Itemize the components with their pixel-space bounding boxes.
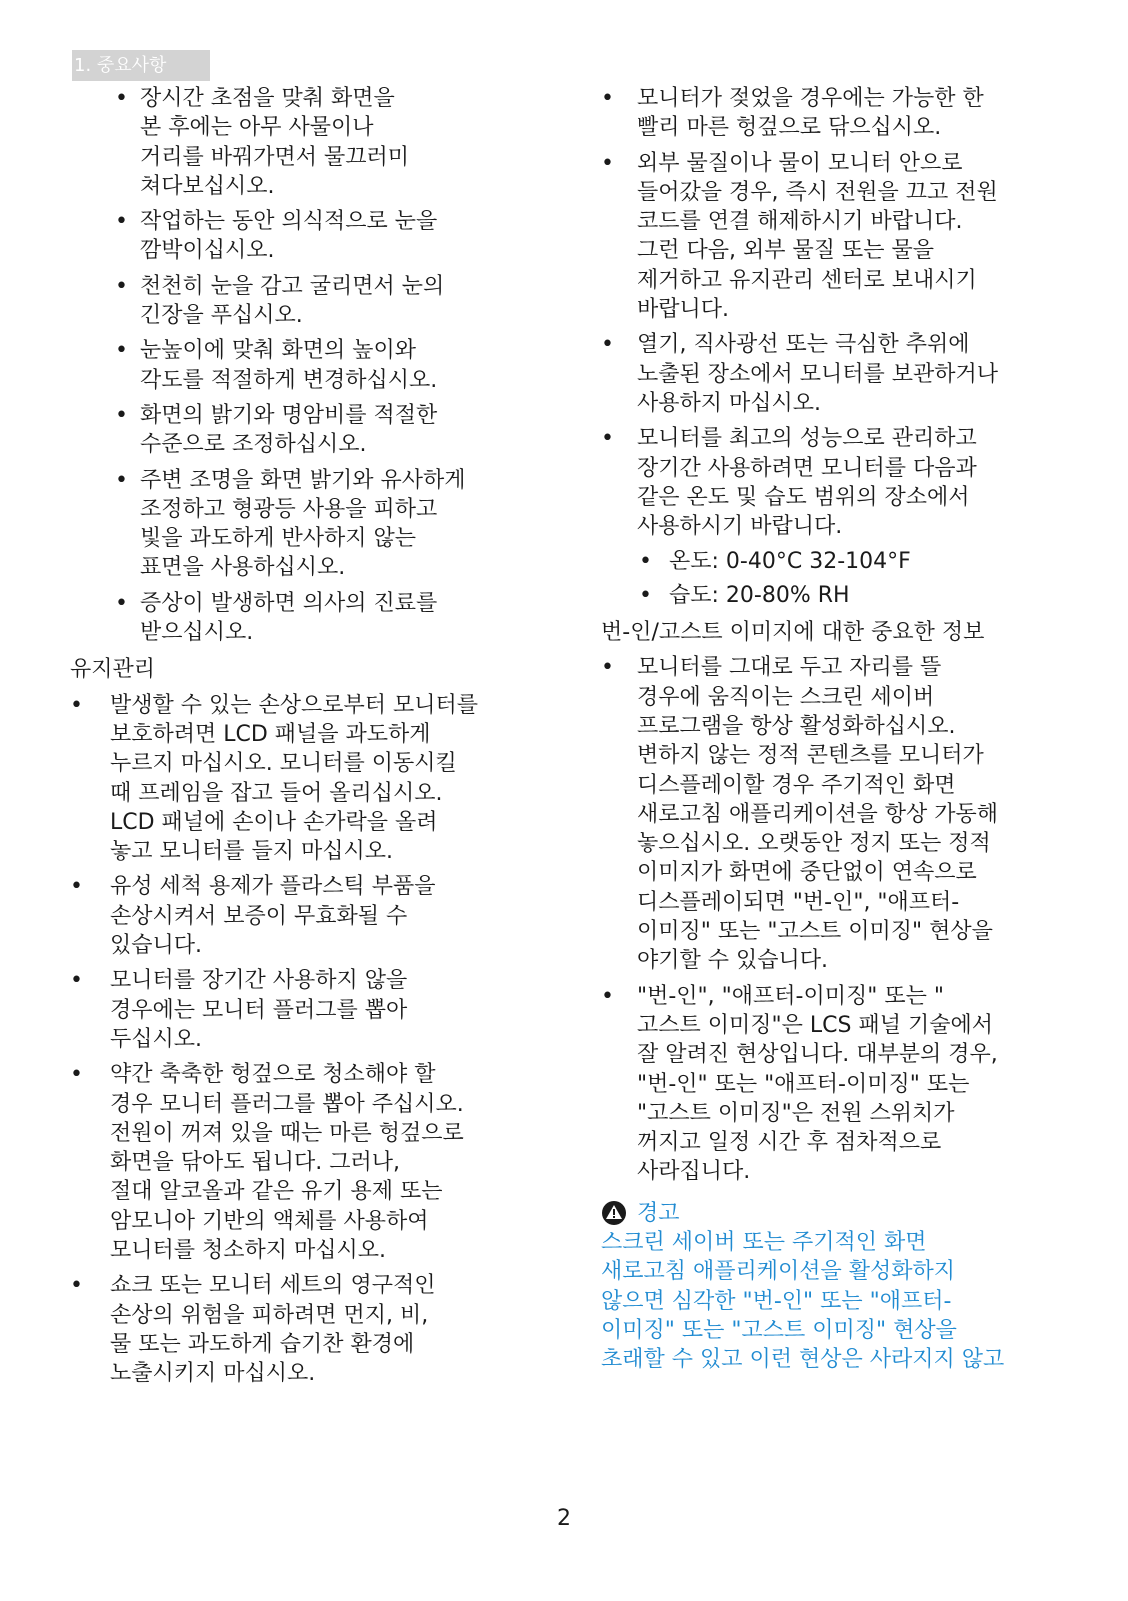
warning-body: 스크린 세이버 또는 주기적인 화면 새로고침 애플리케이션을 활성화하지 않으면 심각한 "번-인" 또는 "애프터- 이미징" 또는 "고스트 이미징" 현상을 초래할 수 있고 이런 현상은 사라지지 않고: [601, 1229, 1005, 1373]
maintenance-list-continued: [601, 84, 1071, 541]
list-item-text: 모니터를 최고의 성능으로 관리하고 장기간 사용하려면 모니터를 다음과 같은 온도 및 습도 범위의 장소에서 사용하시기 바랍니다.: [637, 426, 977, 540]
list-item: [70, 207, 540, 266]
list-item-text: 발생할 수 있는 손상으로부터 모니터를 보호하려면 LCD 패널을 과도하게 누르지 마십시오. 모니터를 이동시킬 때 프레임을 잡고 들어 올리십시오. LCD 패널에 손이나 손가락을 올려 놓고 모니터를 들지 마십시오.: [110, 692, 479, 865]
list-item-text: 주변 조명을 화면 밝기와 유사하게 조정하고 형광등 사용을 피하고 빛을 과도하게 반사하지 않는 표면을 사용하십시오.: [140, 467, 466, 581]
list-item: [70, 336, 540, 395]
bullet: •: [601, 332, 614, 358]
list-item-text: 모니터가 젖었을 경우에는 가능한 한 빨리 마른 헝겊으로 닦으십시오.: [637, 86, 984, 141]
page-number: 2: [557, 1506, 571, 1531]
conditions-list: [601, 547, 1071, 610]
bullet: •: [70, 1062, 83, 1088]
list-item: [601, 84, 1071, 143]
burnin-list: [601, 653, 1071, 1186]
bullet: •: [639, 582, 652, 608]
list-item-text: 천천히 눈을 감고 굴리면서 눈의 긴장을 푸십시오.: [140, 273, 445, 329]
burnin-heading: 번-인/고스트 이미지에 대한 중요한 정보: [601, 620, 985, 646]
bullet: •: [115, 86, 128, 111]
eye-care-tips-list: [70, 84, 540, 647]
warning-title: 경고: [637, 1200, 680, 1226]
bullet: •: [601, 86, 614, 111]
list-item: [70, 1060, 540, 1265]
bullet: •: [115, 590, 128, 616]
list-item-text: 모니터를 장기간 사용하지 않을 경우에는 모니터 플러그를 뽑아 두십시오.: [110, 968, 408, 1052]
list-item-text: 쇼크 또는 모니터 세트의 영구적인 손상의 위험을 피하려면 먼지, 비, 물 또는 과도하게 습기찬 환경에 노출시키지 마십시오.: [110, 1273, 436, 1387]
list-item-text: 온도: 0-40°C 32-104°F: [669, 549, 911, 575]
list-item: [70, 872, 540, 960]
bullet: •: [70, 1273, 83, 1299]
list-item: [70, 691, 540, 867]
bullet: •: [70, 968, 83, 994]
humidity-item: [601, 581, 1071, 610]
bullet: •: [115, 273, 128, 299]
list-item-text: 작업하는 동안 의식적으로 눈을 깜박이십시오.: [140, 209, 438, 264]
list-item-text: 장시간 초점을 맞춰 화면을 본 후에는 아무 사물이나 거리를 바꿔가면서 물끄러미 쳐다보십시오.: [140, 86, 410, 199]
list-item: [70, 272, 540, 331]
list-item: [70, 466, 540, 583]
list-item-text: 약간 축축한 헝겊으로 청소해야 할 경우 모니터 플러그를 뽑아 주십시오. 전원이 꺼져 있을 때는 마른 헝겊으로 화면을 닦아도 됩니다. 그러나, 절대 알코올과 같은 유기 용제 또는 암모니아 기반의 액체를 사용하여 모니터를 청소하지 마십시오.: [110, 1062, 464, 1263]
bullet: •: [115, 209, 128, 235]
bullet: •: [70, 874, 83, 900]
bullet: •: [115, 467, 128, 493]
bullet: •: [115, 402, 128, 428]
list-item-text: 증상이 발생하면 의사의 진료를 받으십시오.: [140, 590, 438, 646]
list-item-text: 눈높이에 맞춰 화면의 높이와 각도를 적절하게 변경하십시오.: [140, 338, 438, 393]
bullet: •: [601, 983, 614, 1009]
list-item-text: 습도: 20-80% RH: [669, 582, 850, 608]
warning-block: [601, 1199, 1071, 1375]
list-item: [70, 1271, 540, 1388]
list-item-text: 외부 물질이나 물이 모니터 안으로 들어갔을 경우, 즉시 전원을 끄고 전원 코드를 연결 해제하시기 바랍니다. 그런 다음, 외부 물질 또는 물을 제거하고 유지관리 센터로 보내시기 바랍니다.: [637, 150, 998, 323]
list-item-text: 열기, 직사광선 또는 극심한 추위에 노출된 장소에서 모니터를 보관하거나 사용하지 마십시오.: [637, 332, 999, 416]
list-item: [601, 149, 1071, 325]
list-item: [601, 982, 1071, 1187]
list-item: [601, 330, 1071, 418]
list-item: [601, 424, 1071, 541]
temperature-item: [601, 547, 1071, 576]
bullet: •: [601, 655, 614, 681]
list-item: [70, 966, 540, 1054]
warning-icon: [601, 1200, 627, 1226]
bullet: •: [601, 426, 614, 452]
bullet: •: [70, 692, 83, 718]
list-item: [70, 589, 540, 648]
list-item-text: 유성 세척 용제가 플라스틱 부품을 손상시켜서 보증이 무효화될 수 있습니다.: [110, 874, 436, 959]
section-tab: 1. 중요사항: [72, 50, 210, 81]
list-item: [601, 653, 1071, 975]
list-item-text: 화면의 밝기와 명암비를 적절한 수준으로 조정하십시오.: [140, 402, 438, 458]
maintenance-heading: 유지관리: [70, 657, 156, 683]
left-column: [70, 84, 540, 1394]
list-item-text: 모니터를 그대로 두고 자리를 뜰 경우에 움직이는 스크린 세이버 프로그램을 항상 활성화하십시오. 변하지 않는 정적 콘텐츠를 모니터가 디스플레이할 경우 주기적인 화면 새로고침 애플리케이션을 항상 가동해 놓으십시오. 오랫동안 정지 또는 정적 이미지가 화면에 중단없이 연속으로 디스플레이되면 "번-인", "애프터- 이미징" 또는 "고스트 이미징" 현상을 야기할 수 있습니다.: [637, 655, 999, 974]
list-item: [70, 84, 540, 201]
warning-title-row: [601, 1199, 1071, 1228]
maintenance-list: [70, 691, 540, 1389]
list-item: [70, 401, 540, 460]
right-column: [601, 84, 1071, 1374]
bullet: •: [115, 338, 128, 364]
list-item-text: "번-인", "애프터-이미징" 또는 " 고스트 이미징"은 LCS 패널 기술에서 잘 알려진 현상입니다. 대부분의 경우, "번-인" 또는 "애프터-이미징" 또는 "고스트 이미징"은 전원 스위치가 꺼지고 일정 시간 후 점차적으로 사라집니다.: [637, 983, 998, 1185]
bullet: •: [639, 549, 652, 575]
bullet: •: [601, 150, 614, 176]
